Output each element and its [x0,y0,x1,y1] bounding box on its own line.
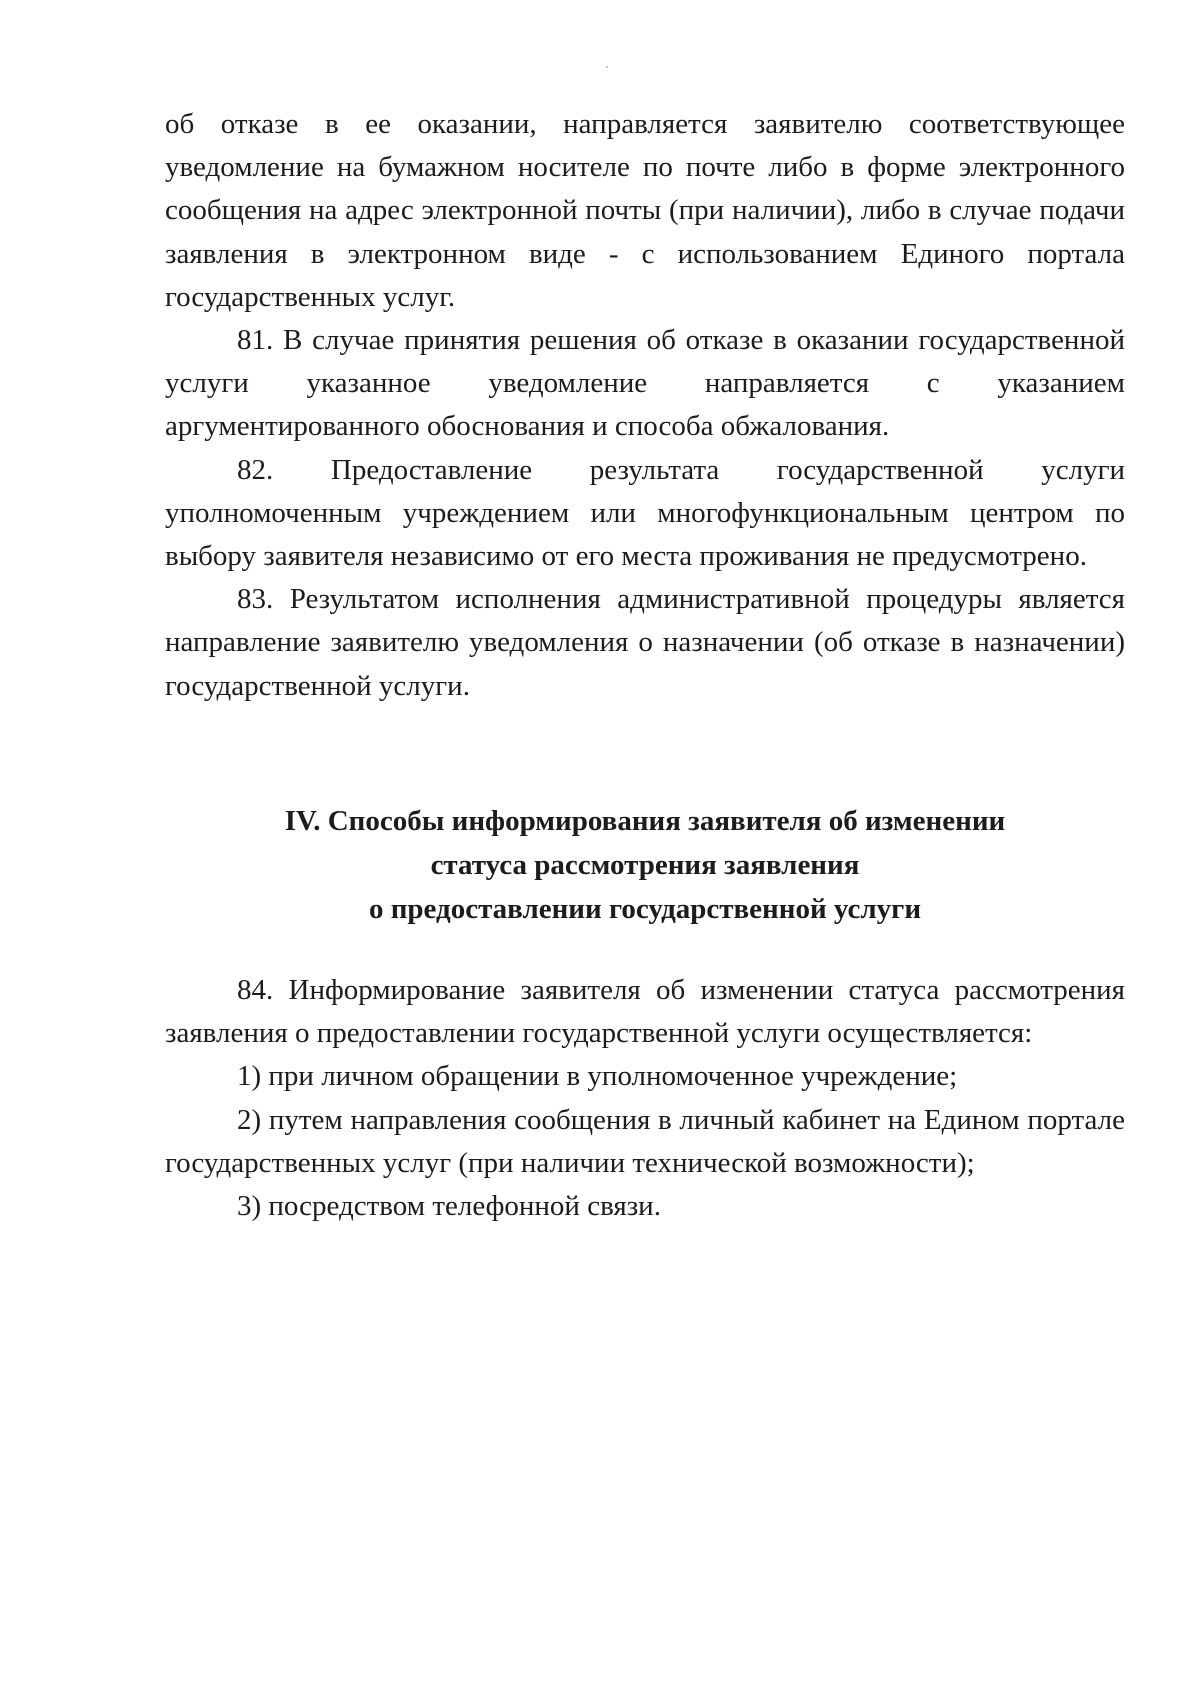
section-heading-line-1: IV. Способы информирования заявителя об изменении [284,805,1006,837]
paragraph-82: 82. Предоставление результата государственной услуги уполномоченным учреждением или многофункциональным центром по выбору заявителя независимо от его места проживания не предусмотрено. [165,453,1125,573]
list-item-2: 2) путем направления сообщения в личный кабинет на Едином портале государственных услуг (при наличии технической возможности); [165,1103,1125,1179]
section-heading-line-3: о предоставлении государственной услуги [368,893,922,925]
scan-speck [606,66,608,68]
paragraph-81: 81. В случае принятия решения об отказе в оказании государственной услуги указанное уведомление направляется с указанием аргументированного обоснования и способа обжалования. [165,324,1125,443]
paragraph-continuation: об отказе в ее оказании, направляется заявителю соответствующее уведомление на бумажном носителе по почте либо в форме электронного сообщения на адрес электронной почты (при наличии), либо в случае подачи заявления в электронном виде - с использованием Единого портала государственных услуг. [165,108,1125,313]
text-block-top [165,103,1125,708]
section-heading [165,799,1125,931]
paragraph-84: 84. Информирование заявителя об изменении статуса рассмотрения заявления о предоставлении государственной услуги осуществляется: [165,974,1125,1050]
list-item-3: 3) посредством телефонной связи. [237,1190,661,1223]
text-block-section-iv [165,969,1125,1228]
list-item-1: 1) при личном обращении в уполномоченное учреждение; [237,1060,958,1093]
section-heading-line-2: статуса рассмотрения заявления [430,849,860,881]
paragraph-83: 83. Результатом исполнения административной процедуры является направление заявителю уведомления о назначении (об отказе в назначении) государственной услуги. [165,583,1125,702]
